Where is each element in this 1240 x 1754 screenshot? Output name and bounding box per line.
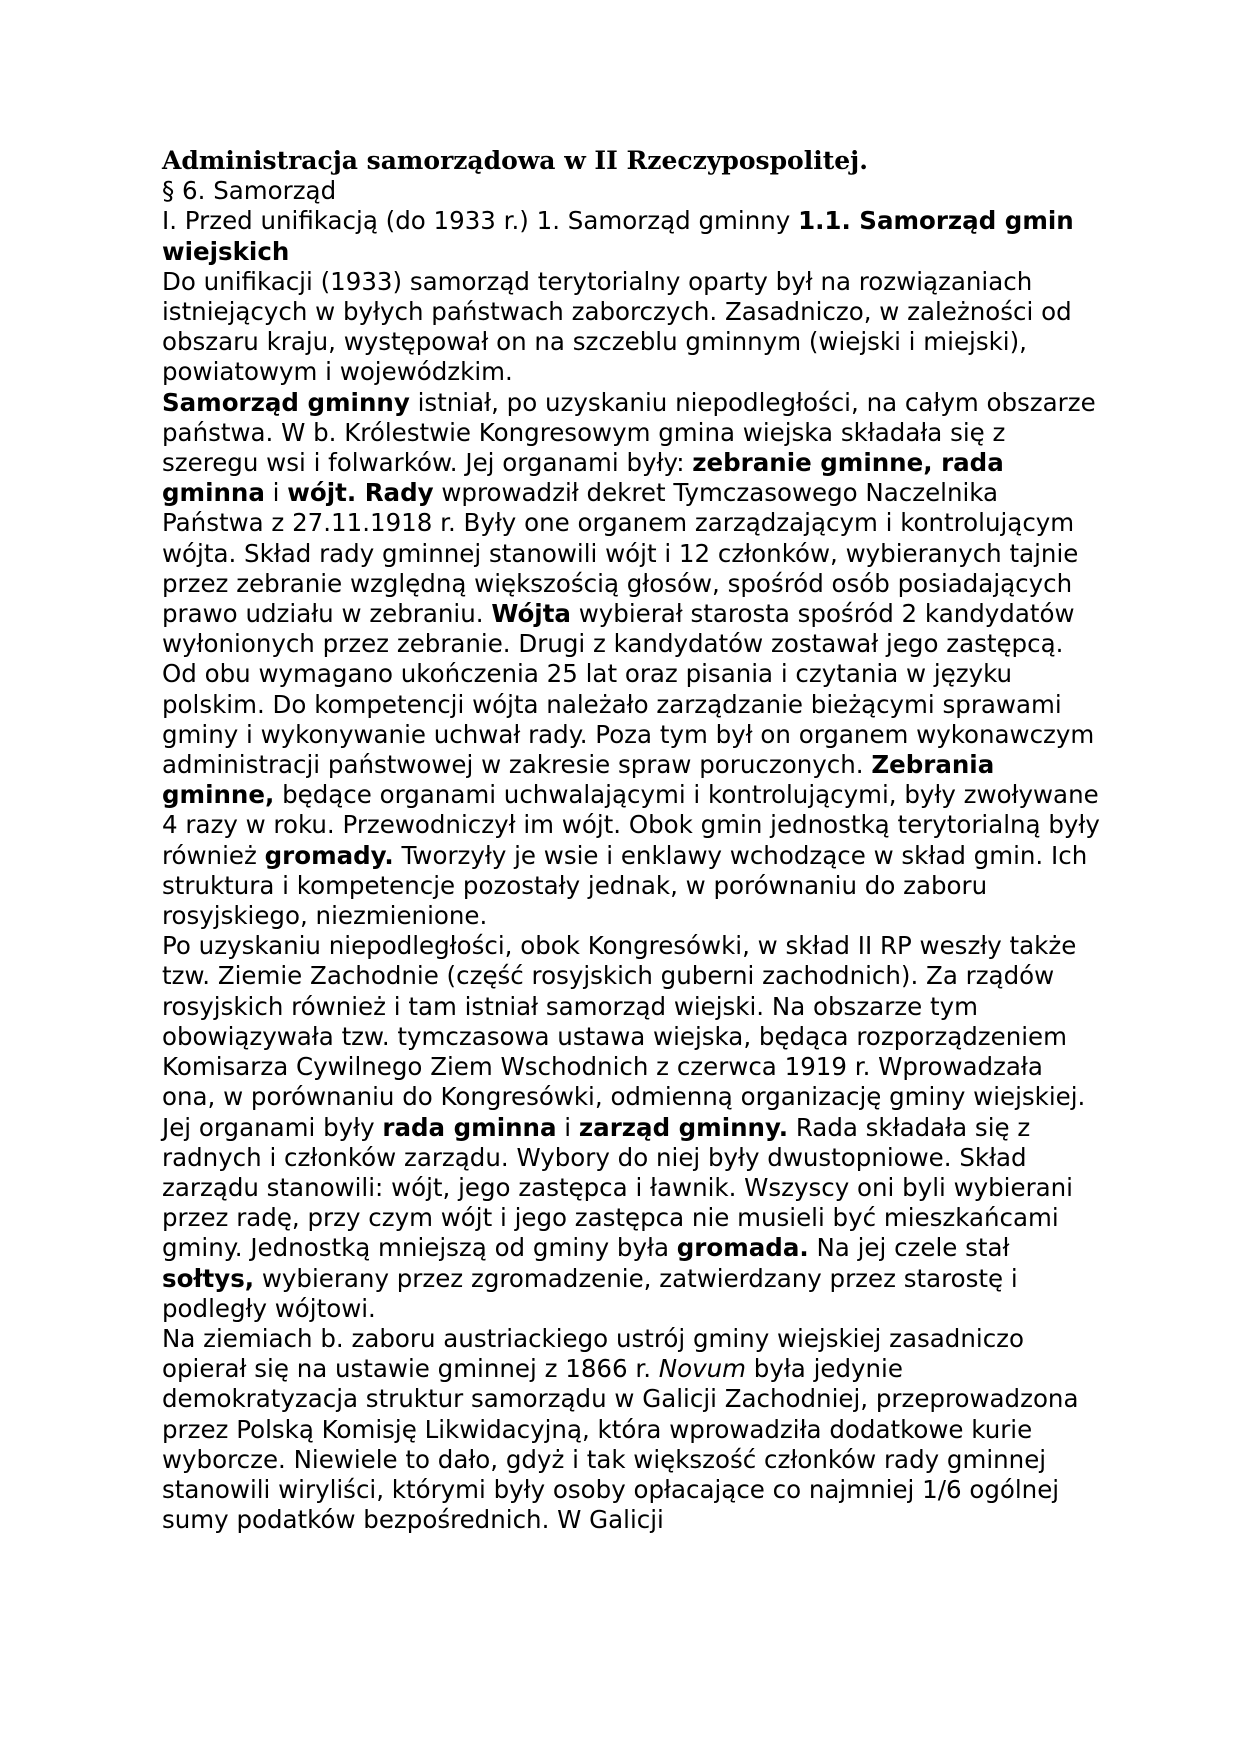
bold-term: Wójta — [491, 599, 571, 629]
subsection-heading — [162, 206, 1102, 266]
bold-term: gromada. — [676, 1233, 809, 1263]
bold-term: Samorząd gminny — [162, 387, 410, 417]
paragraph-4 — [162, 1324, 1102, 1535]
text-run: Tworzyły je wsie i enklawy wchodzące w skład gmin. Ich struktura i kompetencje pozostały jednak, w porównaniu do zaboru rosyjskiego, niezmienione. — [162, 840, 1088, 931]
text-run: Rada składała się z radnych i członków zarządu. Wybory do niej były dwustopniowe. Skład zarządu stanowili: wójt, jego zastępca i ławnik. Wszyscy oni byli wybierani przez radę, przy czym wójt i jego zastępca nie musieli być mieszkańcami gminy. Jednostką mniejszą od gminy była — [162, 1112, 1073, 1263]
text-run: Na ziemiach b. zaboru austriackiego ustrój gminy wiejskiej zasadniczo opierał się na ustawie gminnej z 1866 r. — [162, 1323, 1025, 1384]
document-title: Administracja samorządowa w II Rzeczypospolitej. — [162, 146, 868, 175]
text-run: wybierany przez zgromadzenie, zatwierdzany przez starostę i podległy wójtowi. — [162, 1263, 1018, 1323]
text-run: Na jej czele stał — [808, 1233, 1010, 1263]
text-run: wybierał starosta spośród 2 kandydatów wyłonionych przez zebranie. Drugi z kandydatów zostawał jego zastępcą. Od obu wymagano ukończenia 25 lat oraz pisania i czytania w języku polskim. Do kompetencji wójta należało zarządzanie bieżącymi sprawami gminy i wykonywanie uchwał rady. Poza tym był on organem wykonawczym administracji państwowej w zakresie spraw poruczonych. — [162, 599, 1095, 780]
bold-term: sołtys, — [162, 1263, 255, 1293]
text-run: wprowadził dekret Tymczasowego Naczelnika Państwa z 27.11.1918 r. Były one organem zarządzającym i kontrolującym wójta. Skład rady gminnej stanowili wójt i 12 członków, wybieranych tajnie przez zebranie względną większością głosów, spośród osób posiadających prawo udziału w zebraniu. — [162, 478, 1079, 629]
text-run: istniał, po uzyskaniu niepodległości, na całym obszarze państwa. W b. Królestwie Kongresowym gmina wiejska składała się z szeregu wsi i folwarków. Jej organami były: — [162, 387, 1096, 478]
bold-term: wójt. Rady — [287, 478, 434, 508]
bold-term: zebranie gminne, rada gminna — [162, 448, 1004, 508]
text-run: i — [264, 478, 288, 508]
text-run: Po uzyskaniu niepodległości, obok Kongresówki, w skład II RP weszły także tzw. Ziemie Zachodnie (część rosyjskich guberni zachodnich). Za rządów rosyjskich również i tam istniał samorząd wiejski. Na obszarze tym obowiązywała tzw. tymczasowa ustawa wiejska, będąca rozporządzeniem Komisarza Cywilnego Ziem Wschodnich z czerwca 1919 r. Wprowadzała ona, w porównaniu do Kongresówki, odmienną organizację gminy wiejskiej. Jej organami były — [162, 931, 1086, 1142]
bold-term: rada gminna — [382, 1112, 557, 1142]
bold-term: zarząd gminny. — [578, 1112, 789, 1142]
paragraph-2 — [162, 388, 1102, 932]
text-run: była jedynie demokratyzacja struktur samorządu w Galicji Zachodniej, przeprowadzona przez Polską Komisję Likwidacyjną, która wprowadziła dodatkowe kurie wyborcze. Niewiele to dało, gdyż i tak większość członków rady gminnej stanowili wiryliści, którymi były osoby opłacające co najmniej 1/6 ogólnej sumy podatków bezpośrednich. W Galicji — [162, 1354, 1079, 1535]
bold-term: gromady. — [264, 840, 394, 870]
paragraph-3 — [162, 931, 1102, 1324]
section-heading: § 6. Samorząd — [162, 176, 337, 206]
text-run: będące organami uchwalającymi i kontrolującymi, były zwoływane 4 razy w roku. Przewodniczył im wójt. Obok gmin jednostką terytorialną były również — [162, 780, 1100, 870]
subsection-bold: 1.1. Samorząd gmin wiejskich — [162, 206, 1074, 266]
text-run: i — [556, 1112, 579, 1142]
italic-term: Novum — [658, 1354, 746, 1384]
document-page — [162, 146, 1102, 1535]
subsection-prefix: I. Przed unifikacją (do 1933 r.) 1. Samorząd gminny — [162, 206, 799, 236]
bold-term: Zebrania gminne, — [162, 750, 995, 810]
paragraph-1: Do unifikacji (1933) samorząd terytorialny oparty był na rozwiązaniach istniejących w byłych państwach zaborczych. Zasadniczo, w zależności od obszaru kraju, występował on na szczeblu gminnym (wiejski i miejski), powiatowym i wojewódzkim. — [162, 266, 1072, 387]
